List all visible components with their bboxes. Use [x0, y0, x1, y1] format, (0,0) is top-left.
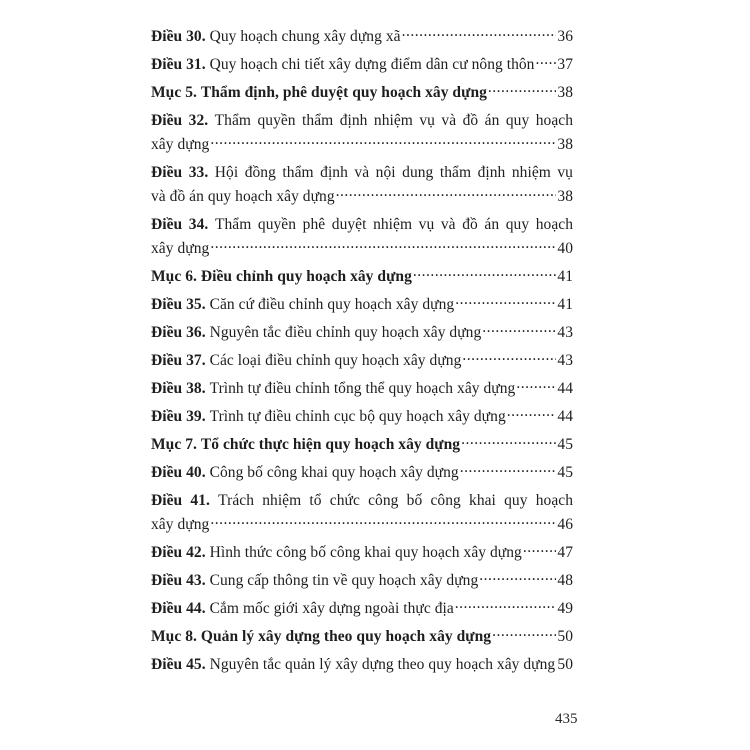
section-label: Mục 6. — [151, 268, 197, 285]
entry-label: Điều 37. — [151, 352, 206, 369]
entry-page: 50 — [557, 628, 573, 645]
entry-label: Điều 39. — [151, 408, 206, 425]
entry-page: 44 — [557, 380, 573, 397]
section-title: Quản lý xây dựng theo quy hoạch xây dựng — [200, 628, 492, 645]
entry-label: Điều 34. — [151, 216, 209, 233]
entry-page: 43 — [557, 352, 573, 369]
entry-page: 44 — [557, 408, 573, 425]
dot-leader — [455, 598, 557, 614]
entry-title: Trình tự điều chỉnh cục bộ quy hoạch xây dựng — [209, 408, 506, 425]
entry-title-line1: Thẩm quyền thẩm định nhiệm vụ và đồ án quy hoạch — [214, 112, 573, 129]
entry-label: Điều 30. — [151, 28, 206, 45]
entry-page: 38 — [557, 188, 573, 205]
entry-title-line2: xây dựng — [151, 136, 210, 153]
entry-title: Nguyên tắc điều chỉnh quy hoạch xây dựng — [209, 324, 482, 341]
entry-label: Điều 31. — [151, 56, 206, 73]
dot-leader — [516, 378, 556, 394]
entry-title-line2: xây dựng — [151, 516, 210, 533]
entry-title: Trình tự điều chỉnh tổng thể quy hoạch xây dựng — [209, 380, 516, 397]
entry-title-line1: Thẩm quyền phê duyệt nhiệm vụ và đồ án quy hoạch — [214, 216, 573, 233]
toc-entry-dieu-36[interactable] — [151, 321, 573, 345]
entry-title: Hình thức công bố công khai quy hoạch xây dựng — [209, 544, 522, 561]
dot-leader — [507, 406, 557, 422]
entry-title: Cung cấp thông tin về quy hoạch xây dựng — [209, 572, 479, 589]
entry-label: Điều 44. — [151, 600, 206, 617]
toc-entry-dieu-41[interactable] — [151, 489, 573, 537]
entry-label: Điều 40. — [151, 464, 206, 481]
dot-leader — [402, 26, 557, 42]
entry-title: Quy hoạch chi tiết xây dựng điểm dân cư nông thôn — [209, 56, 535, 73]
toc-entry-dieu-33[interactable] — [151, 161, 573, 209]
entry-page: 48 — [557, 572, 573, 589]
page-number: 435 — [555, 711, 578, 727]
entry-label: Điều 42. — [151, 544, 206, 561]
dot-leader — [210, 134, 556, 150]
dot-leader — [535, 54, 556, 70]
entry-page: 50 — [557, 656, 573, 673]
toc-section-muc-5[interactable] — [151, 81, 573, 105]
entry-page: 43 — [557, 324, 573, 341]
entry-page: 46 — [557, 516, 573, 533]
entry-page: 36 — [557, 28, 573, 45]
dot-leader — [461, 434, 556, 450]
entry-label: Điều 41. — [151, 492, 210, 509]
entry-title-line1: Trách nhiệm tổ chức công bố công khai quy hoạch — [218, 492, 573, 509]
section-label: Mục 7. — [151, 436, 197, 453]
entry-page: 40 — [557, 240, 573, 257]
entry-title: Quy hoạch chung xây dựng xã — [209, 28, 401, 45]
toc-section-muc-6[interactable] — [151, 265, 573, 289]
entry-label: Điều 38. — [151, 380, 206, 397]
toc-entry-dieu-43[interactable] — [151, 569, 573, 593]
entry-title: Công bố công khai quy hoạch xây dựng — [209, 464, 459, 481]
entry-title-line2: và đồ án quy hoạch xây dựng — [151, 188, 335, 205]
dot-leader — [210, 238, 556, 254]
toc-entry-dieu-44[interactable] — [151, 597, 573, 621]
section-title: Tổ chức thực hiện quy hoạch xây dựng — [200, 436, 461, 453]
entry-title-line2: xây dựng — [151, 240, 210, 257]
dot-leader — [413, 266, 556, 282]
dot-leader — [462, 350, 556, 366]
dot-leader — [523, 542, 557, 558]
entry-page: 49 — [557, 600, 573, 617]
toc-section-muc-7[interactable] — [151, 433, 573, 457]
dot-leader — [460, 462, 557, 478]
table-of-contents — [151, 25, 573, 681]
toc-entry-dieu-32[interactable] — [151, 109, 573, 157]
toc-entry-dieu-37[interactable] — [151, 349, 573, 373]
entry-page: 41 — [557, 296, 573, 313]
section-label: Mục 5. — [151, 84, 197, 101]
entry-page: 47 — [557, 544, 573, 561]
entry-label: Điều 32. — [151, 112, 209, 129]
entry-page: 41 — [557, 268, 573, 285]
toc-entry-dieu-35[interactable] — [151, 293, 573, 317]
entry-title: Căn cứ điều chỉnh quy hoạch xây dựng — [209, 296, 455, 313]
section-label: Mục 8. — [151, 628, 197, 645]
toc-entry-dieu-34[interactable] — [151, 213, 573, 261]
entry-label: Điều 33. — [151, 164, 209, 181]
entry-page: 45 — [557, 464, 573, 481]
toc-entry-dieu-30[interactable] — [151, 25, 573, 49]
entry-page: 38 — [557, 136, 573, 153]
entry-page: 45 — [557, 436, 573, 453]
toc-entry-dieu-31[interactable] — [151, 53, 573, 77]
toc-entry-dieu-40[interactable] — [151, 461, 573, 485]
dot-leader — [482, 322, 556, 338]
dot-leader — [336, 186, 557, 202]
dot-leader — [488, 82, 556, 98]
dot-leader — [479, 570, 556, 586]
toc-entry-dieu-42[interactable] — [151, 541, 573, 565]
entry-title-line1: Hội đồng thẩm định và nội dung thẩm định nhiệm vụ — [214, 164, 573, 181]
dot-leader — [455, 294, 556, 310]
entry-label: Điều 45. — [151, 656, 206, 673]
toc-entry-dieu-45[interactable] — [151, 653, 573, 677]
entry-title: Cắm mốc giới xây dựng ngoài thực địa — [209, 600, 454, 617]
entry-page: 38 — [557, 84, 573, 101]
section-title: Thẩm định, phê duyệt quy hoạch xây dựng — [200, 84, 487, 101]
dot-leader — [492, 626, 556, 642]
entry-label: Điều 35. — [151, 296, 206, 313]
entry-title: Các loại điều chỉnh quy hoạch xây dựng — [209, 352, 462, 369]
entry-page: 37 — [557, 56, 573, 73]
toc-entry-dieu-39[interactable] — [151, 405, 573, 429]
toc-entry-dieu-38[interactable] — [151, 377, 573, 401]
toc-section-muc-8[interactable] — [151, 625, 573, 649]
section-title: Điều chỉnh quy hoạch xây dựng — [200, 268, 412, 285]
entry-label: Điều 36. — [151, 324, 206, 341]
entry-title: Nguyên tắc quản lý xây dựng theo quy hoạch xây dựng — [209, 656, 556, 673]
entry-label: Điều 43. — [151, 572, 206, 589]
dot-leader — [210, 514, 556, 530]
